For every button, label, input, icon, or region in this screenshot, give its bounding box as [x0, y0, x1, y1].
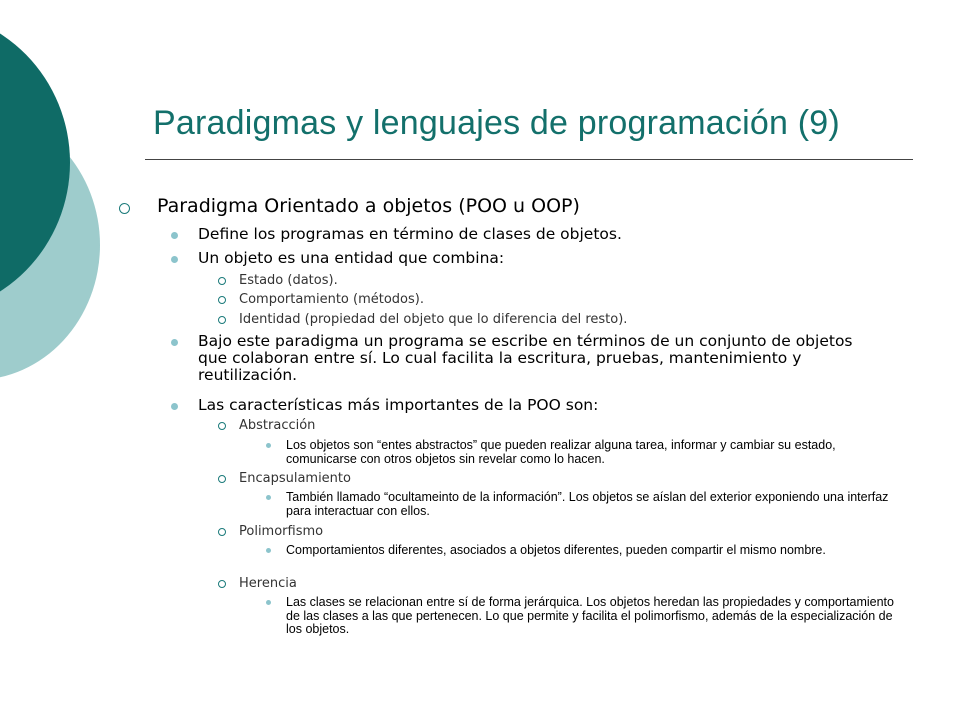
sub-bullet-text: Estado (datos).	[239, 273, 338, 288]
dot-bullet-icon	[266, 548, 271, 553]
feature-description-text: Comportamientos diferentes, asociados a objetos diferentes, pueden compartir el mismo nombre.	[286, 543, 826, 557]
sub-bullet-text: Comportamiento (métodos).	[239, 292, 424, 307]
dot-bullet-icon	[266, 443, 271, 448]
ring-bullet-icon	[218, 296, 226, 304]
dot-bullet-icon	[171, 256, 178, 263]
feature-description-text: Las clases se relacionan entre sí de forma jerárquica. Los objetos heredan las propiedades y comportamiento de las clases a las que pertenecen. Lo que permite y facilita el polimorfismo, además de la especialización de los objetos.	[286, 595, 898, 636]
feature-description	[286, 544, 901, 558]
feature-item-polimorfismo	[239, 524, 899, 539]
list-item-heading	[157, 195, 917, 217]
sub-list-item	[239, 292, 899, 307]
feature-item-herencia	[239, 576, 899, 591]
ring-bullet-icon	[218, 475, 226, 483]
slide-title: Paradigmas y lenguajes de programación (9)	[153, 104, 840, 142]
feature-name: Polimorfismo	[239, 524, 324, 539]
list-item	[198, 397, 898, 414]
feature-description-text: Los objetos son “entes abstractos” que pueden realizar alguna tarea, informar y cambiar su estado, comunicarse con otros objetos sin revelar como lo hacen.	[286, 438, 840, 466]
feature-description	[286, 439, 901, 466]
feature-name: Abstracción	[239, 418, 316, 433]
ring-bullet-icon	[218, 277, 226, 285]
sub-bullet-text: Identidad (propiedad del objeto que lo diferencia del resto).	[239, 312, 628, 327]
feature-name: Herencia	[239, 576, 297, 591]
dot-bullet-icon	[171, 403, 178, 410]
feature-item-abstraccion	[239, 418, 899, 433]
feature-item-encapsulamiento	[239, 471, 899, 486]
heading-text: Paradigma Orientado a objetos (POO u OOP)	[157, 195, 580, 217]
bullet-text: Un objeto es una entidad que combina:	[198, 249, 505, 267]
bullet-text: Bajo este paradigma un programa se escribe en términos de un conjunto de objetos que colaboran entre sí. Lo cual facilita la escritura, pruebas, mantenimiento y reutilización.	[198, 332, 858, 384]
ring-bullet-icon	[218, 316, 226, 324]
list-item	[198, 250, 898, 267]
feature-name: Encapsulamiento	[239, 471, 351, 486]
ring-bullet-icon	[119, 203, 130, 214]
ring-bullet-icon	[218, 528, 226, 536]
list-item	[198, 332, 858, 384]
dot-bullet-icon	[266, 600, 271, 605]
dot-bullet-icon	[266, 495, 271, 500]
ring-bullet-icon	[218, 580, 226, 588]
feature-description	[286, 491, 901, 518]
feature-description	[286, 596, 901, 637]
sub-list-item	[239, 273, 899, 288]
sub-list-item	[239, 312, 899, 327]
ring-bullet-icon	[218, 422, 226, 430]
list-item	[198, 226, 898, 243]
dot-bullet-icon	[171, 232, 178, 239]
dot-bullet-icon	[171, 339, 178, 346]
feature-description-text: También llamado “ocultameinto de la información”. Los objetos se aíslan del exterior exponiendo una interfaz para interactuar con ellos.	[286, 490, 892, 518]
bullet-text: Define los programas en término de clases de objetos.	[198, 225, 622, 243]
bullet-text: Las características más importantes de la POO son:	[198, 396, 599, 414]
